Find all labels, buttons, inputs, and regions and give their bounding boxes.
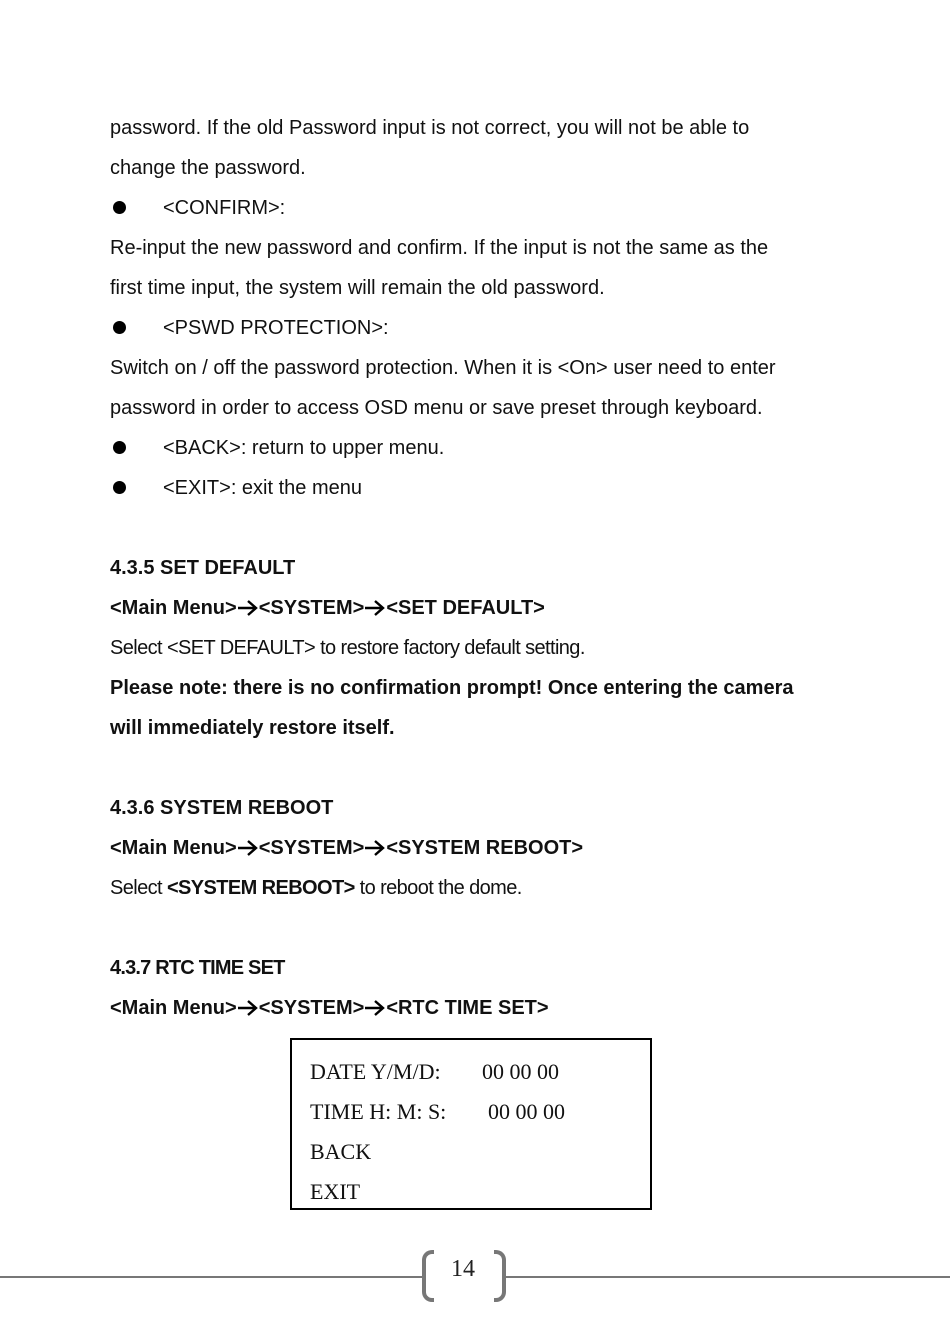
right-arrow-icon: [237, 1000, 259, 1016]
menu-path-step: <Main Menu>: [110, 837, 237, 859]
section-heading: 4.3.6 SYSTEM REBOOT: [110, 797, 334, 819]
menu-path-step: <RTC TIME SET>: [386, 997, 549, 1019]
osd-time-value: 00 00 00: [488, 1099, 565, 1124]
bullet-label: <PSWD PROTECTION>:: [163, 317, 389, 339]
paragraph-line: password in order to access OSD menu or save preset through keyboard.: [110, 397, 763, 419]
osd-time-label: TIME H: M: S:: [310, 1099, 447, 1124]
bullet-icon: [113, 441, 126, 454]
menu-path-step: <SYSTEM>: [258, 597, 365, 619]
note-line: Please note: there is no confirmation prompt! Once entering the camera: [110, 677, 794, 699]
right-arrow-icon: [364, 600, 386, 616]
menu-path-step: <SET DEFAULT>: [386, 597, 545, 619]
menu-path-step: <Main Menu>: [110, 997, 237, 1019]
bullet-item-exit: [110, 468, 836, 508]
menu-path: [110, 988, 836, 1028]
osd-date-value: 00 00 00: [482, 1059, 559, 1084]
osd-date-label: DATE Y/M/D:: [310, 1059, 441, 1084]
bullet-icon: [113, 201, 126, 214]
right-arrow-icon: [237, 840, 259, 856]
desc-emphasis: <SYSTEM REBOOT>: [166, 877, 355, 899]
desc-text: Select: [110, 877, 167, 899]
menu-path: [110, 588, 836, 628]
document-page: [110, 108, 836, 1028]
desc-text: to reboot the dome.: [354, 877, 522, 899]
section-heading: 4.3.7 RTC TIME SET: [110, 957, 285, 979]
right-arrow-icon: [237, 600, 259, 616]
section-description: Select <SET DEFAULT> to restore factory default setting.: [110, 637, 585, 659]
osd-row-time: [310, 1092, 650, 1132]
footer-rule-right: [504, 1276, 950, 1278]
page-number: 14: [451, 1256, 475, 1282]
right-arrow-icon: [364, 840, 386, 856]
footer-rule-left: [0, 1276, 424, 1278]
paragraph-line: Re-input the new password and confirm. If the input is not the same as the: [110, 237, 769, 259]
bullet-label: <CONFIRM>:: [163, 197, 286, 219]
menu-path-step: <SYSTEM REBOOT>: [386, 837, 584, 859]
bullet-label: <BACK>: return to upper menu.: [163, 437, 445, 459]
menu-path-step: <SYSTEM>: [258, 997, 365, 1019]
menu-path: [110, 828, 836, 868]
osd-row-date: [310, 1052, 650, 1092]
section-heading: 4.3.5 SET DEFAULT: [110, 557, 296, 579]
osd-row-back: BACK: [310, 1139, 372, 1164]
osd-menu-box: [290, 1038, 652, 1210]
bullet-icon: [113, 481, 126, 494]
paragraph-line: first time input, the system will remain the old password.: [110, 277, 605, 299]
bullet-label: <EXIT>: exit the menu: [163, 477, 362, 499]
paragraph-line: Switch on / off the password protection. When it is <On> user need to enter: [110, 357, 776, 379]
menu-path-step: <Main Menu>: [110, 597, 237, 619]
section-description: [110, 868, 836, 908]
paragraph-line: change the password.: [110, 157, 306, 179]
bullet-item-pswd-protection: [110, 308, 836, 348]
osd-row-exit: EXIT: [310, 1179, 361, 1204]
paragraph-line: password. If the old Password input is not correct, you will not be able to: [110, 117, 750, 139]
menu-path-step: <SYSTEM>: [258, 837, 365, 859]
bullet-item-confirm: [110, 188, 836, 228]
bullet-item-back: [110, 428, 836, 468]
right-arrow-icon: [364, 1000, 386, 1016]
note-line: will immediately restore itself.: [110, 717, 395, 739]
bullet-icon: [113, 321, 126, 334]
